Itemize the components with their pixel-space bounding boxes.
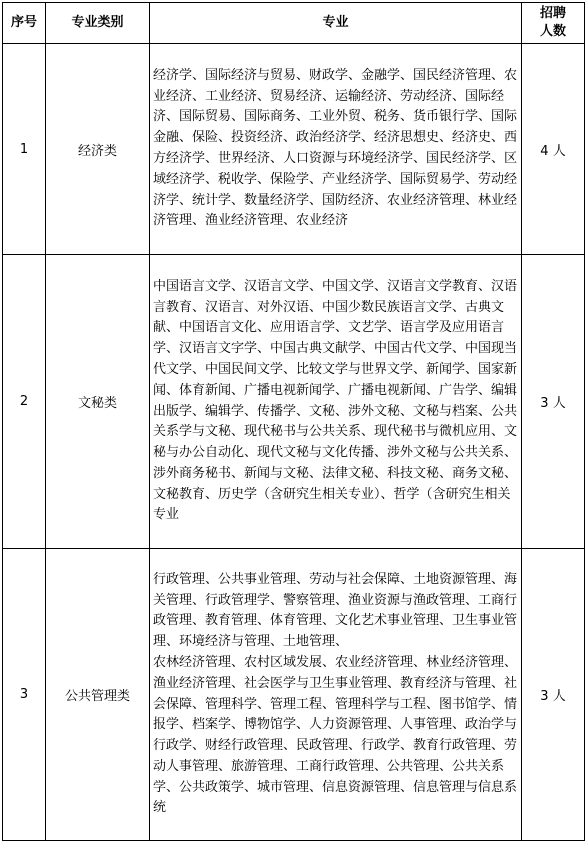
row-majors (150, 44, 522, 255)
header-count-line1: 招聘 (539, 6, 566, 21)
header-major: 专业 (150, 3, 522, 44)
header-row (3, 3, 585, 44)
recruitment-table (2, 2, 585, 841)
header-count (522, 3, 585, 44)
row-category: 经济类 (46, 44, 150, 255)
majors-text: 农林经济管理、农村区域发展、农业经济管理、林业经济管理、渔业经济管理、社会医学与卫生事业管理、教育经济与管理、社会保障、管理科学、管理工程、管理科学与工程、图书馆学、情报学、档案学、博物馆学、人力资源管理、人事管理、政治学与行政学、财经行政管理、民政管理、行政学、教育行政管理、劳动人事管理、旅游管理、工商行政管理、公共管理、公共关系学、公共政策学、城市管理、信息资源管理、信息管理与信息系统 (153, 654, 518, 816)
row-seq: 3 (3, 549, 46, 841)
row-category: 公共管理类 (46, 549, 150, 841)
majors-text: 行政管理、公共事业管理、劳动与社会保障、土地资源管理、海关管理、行政管理学、警察管理、渔业资源与渔政管理、工商行政管理、教育管理、体育管理、文化艺术事业管理、卫生事业管理、环境经济与管理、土地管理、 (153, 571, 518, 650)
header-category: 专业类别 (46, 3, 150, 44)
row-majors (150, 549, 522, 841)
majors-text: 经济学、国际经济与贸易、财政学、金融学、国民经济管理、农业经济、工业经济、贸易经济、运输经济、劳动经济、国际经济、国际贸易、国际商务、工业外贸、税务、货币银行学、国际金融、保险、投资经济、政治经济学、经济思想史、经济史、西方经济学、世界经济、人口资源与环境经济学、国民经济学、区域经济学、税收学、保险学、产业经济学、国际贸易学、劳动经济学、统计学、数量经济学、国防经济、农业经济管理、林业经济管理、渔业经济管理、农业经济 (153, 67, 518, 229)
row-count: 3 人 (522, 549, 585, 841)
table-row (3, 44, 585, 255)
row-majors (150, 255, 522, 549)
table-row (3, 549, 585, 841)
header-seq: 序号 (3, 3, 46, 44)
table-row (3, 255, 585, 549)
row-count: 3 人 (522, 255, 585, 549)
row-category: 文秘类 (46, 255, 150, 549)
majors-text: 中国语言文学、汉语言文学、中国文学、汉语言文学教育、汉语言教育、汉语言、对外汉语、中国少数民族语言文学、古典文献、中国语言文化、应用语言学、文艺学、语言学及应用语言学、汉语言文字学、中国古典文献学、中国古代文学、中国现当代文学、中国民间文学、比较文学与世界文学、新闻学、国家新闻、体育新闻、广播电视新闻学、广播电视新闻、广告学、编辑出版学、编辑学、传播学、文秘、涉外文秘、文秘与档案、公共关系学与文秘、现代秘书与公共关系、现代秘书与微机应用、文秘与办公自动化、现代文秘与文化传播、涉外文秘与公共关系、涉外商务秘书、新闻与文秘、法律文秘、科技文秘、商务文秘、文秘教育、历史学（含研究生相关专业）、哲学（含研究生相关专业 (153, 278, 518, 523)
row-seq: 2 (3, 255, 46, 549)
row-count: 4 人 (522, 44, 585, 255)
row-seq: 1 (3, 44, 46, 255)
header-count-line2: 人数 (539, 24, 566, 39)
